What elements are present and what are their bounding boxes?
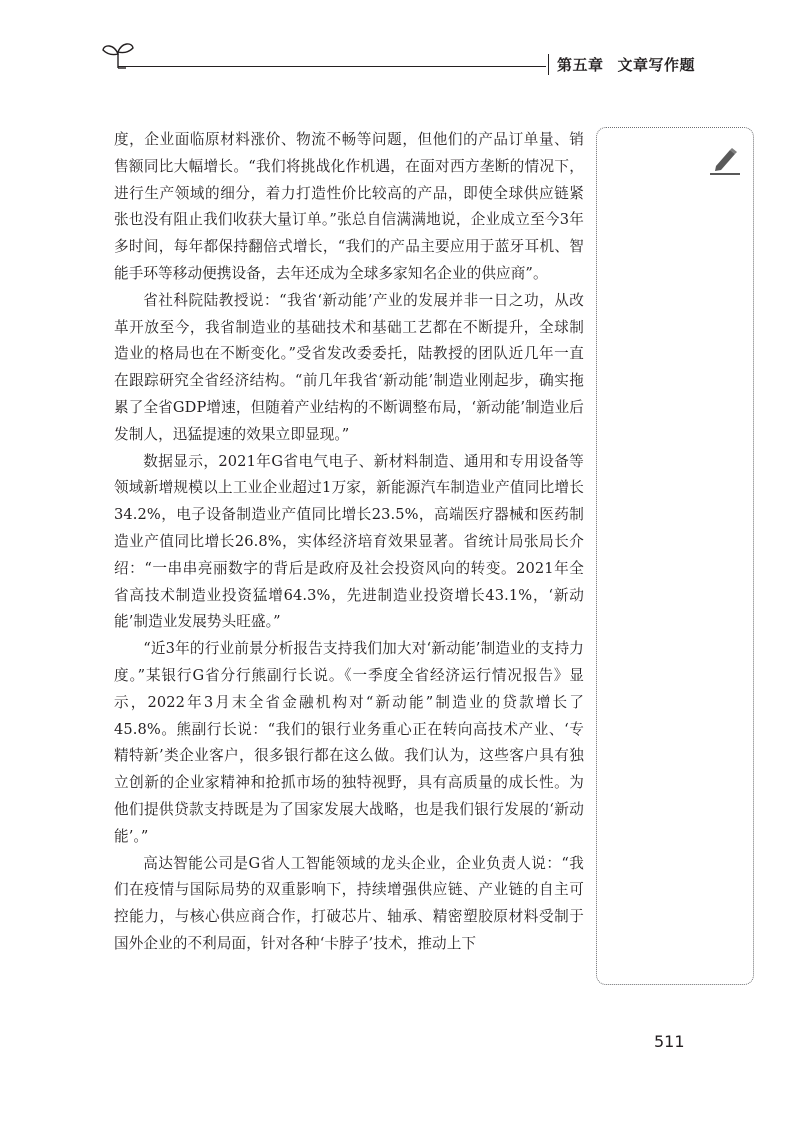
paragraph: 数据显示，2021年G省电气电子、新材料制造、通用和专用设备等领域新增规模以上工业企业超过1万家，新能源汽车制造业产值同比增长34.2%，电子设备制造业产值同比增长23.5%，高端医疗器械和医药制造业产值同比增长26.8%，实体经济培育效果显著。省统计局张局长介绍：“一串串亮丽数字的背后是政府及社会投资风向的转变。2021年全省高技术制造业投资猛增64.3%，先进制造业投资增长43.1%，‘新动能’制造业发展势头旺盛。” [114, 452, 584, 631]
article-body [114, 127, 584, 958]
paragraph: “近3年的行业前景分析报告支持我们加大对‘新动能’制造业的支持力度。”某银行G省分行熊副行长说。《一季度全省经济运行情况报告》显示，2022年3月末全省金融机构对“新动能”制造业的贷款增长了45.8%。熊副行长说：“我们的银行业务重心正在转向高技术产业、‘专精特新’类企业客户，很多银行都在这么做。我们认为，这些客户具有独立创新的企业家精神和抢抓市场的独特视野，具有高质量的成长性。为他们提供贷款支持既是为了国家发展大战略，也是我们银行发展的‘新动能’。” [114, 640, 584, 845]
paragraph: 度，企业面临原材料涨价、物流不畅等问题，但他们的产品订单量、销售额同比大幅增长。“我们将挑战化作机遇，在面对西方垄断的情况下，进行生产领域的细分，着力打造性价比较高的产品，即使全球供应链紧张也没有阻止我们收获大量订单。”张总自信满满地说，企业成立至今3年多时间，每年都保持翻倍式增长，“我们的产品主要应用于蓝牙耳机、智能手环等移动便携设备，去年还成为全球多家知名企业的供应商”。 [114, 131, 584, 282]
notes-margin-box [596, 127, 754, 985]
paragraph: 高达智能公司是G省人工智能领域的龙头企业，企业负责人说：“我们在疫情与国际局势的双重影响下，持续增强供应链、产业链的自主可控能力，与核心供应商合作，打破芯片、轴承、精密塑胶原材料受制于国外企业的不利局面，针对各种‘卡脖子’技术，推动上下 [114, 854, 584, 952]
pencil-icon [708, 144, 742, 176]
chapter-title: 文章写作题 [617, 55, 696, 74]
paragraph: 省社科院陆教授说：“我省‘新动能’产业的发展并非一日之功，从改革开放至今，我省制造业的基础技术和基础工艺都在不断提升，全球制造业的格局也在不断变化。”受省发改委委托，陆教授的团队近几年一直在跟踪研究全省经济结构。“前几年我省‘新动能’制造业刚起步，确实拖累了全省GDP增速，但随着产业结构的不断调整布局，‘新动能’制造业后发制人，迅猛提速的效果立即显现。” [114, 291, 584, 443]
chapter-header [548, 50, 695, 78]
header-rule [118, 66, 546, 67]
chapter-number: 第五章 [548, 54, 604, 75]
page-number: 511 [654, 1032, 685, 1051]
